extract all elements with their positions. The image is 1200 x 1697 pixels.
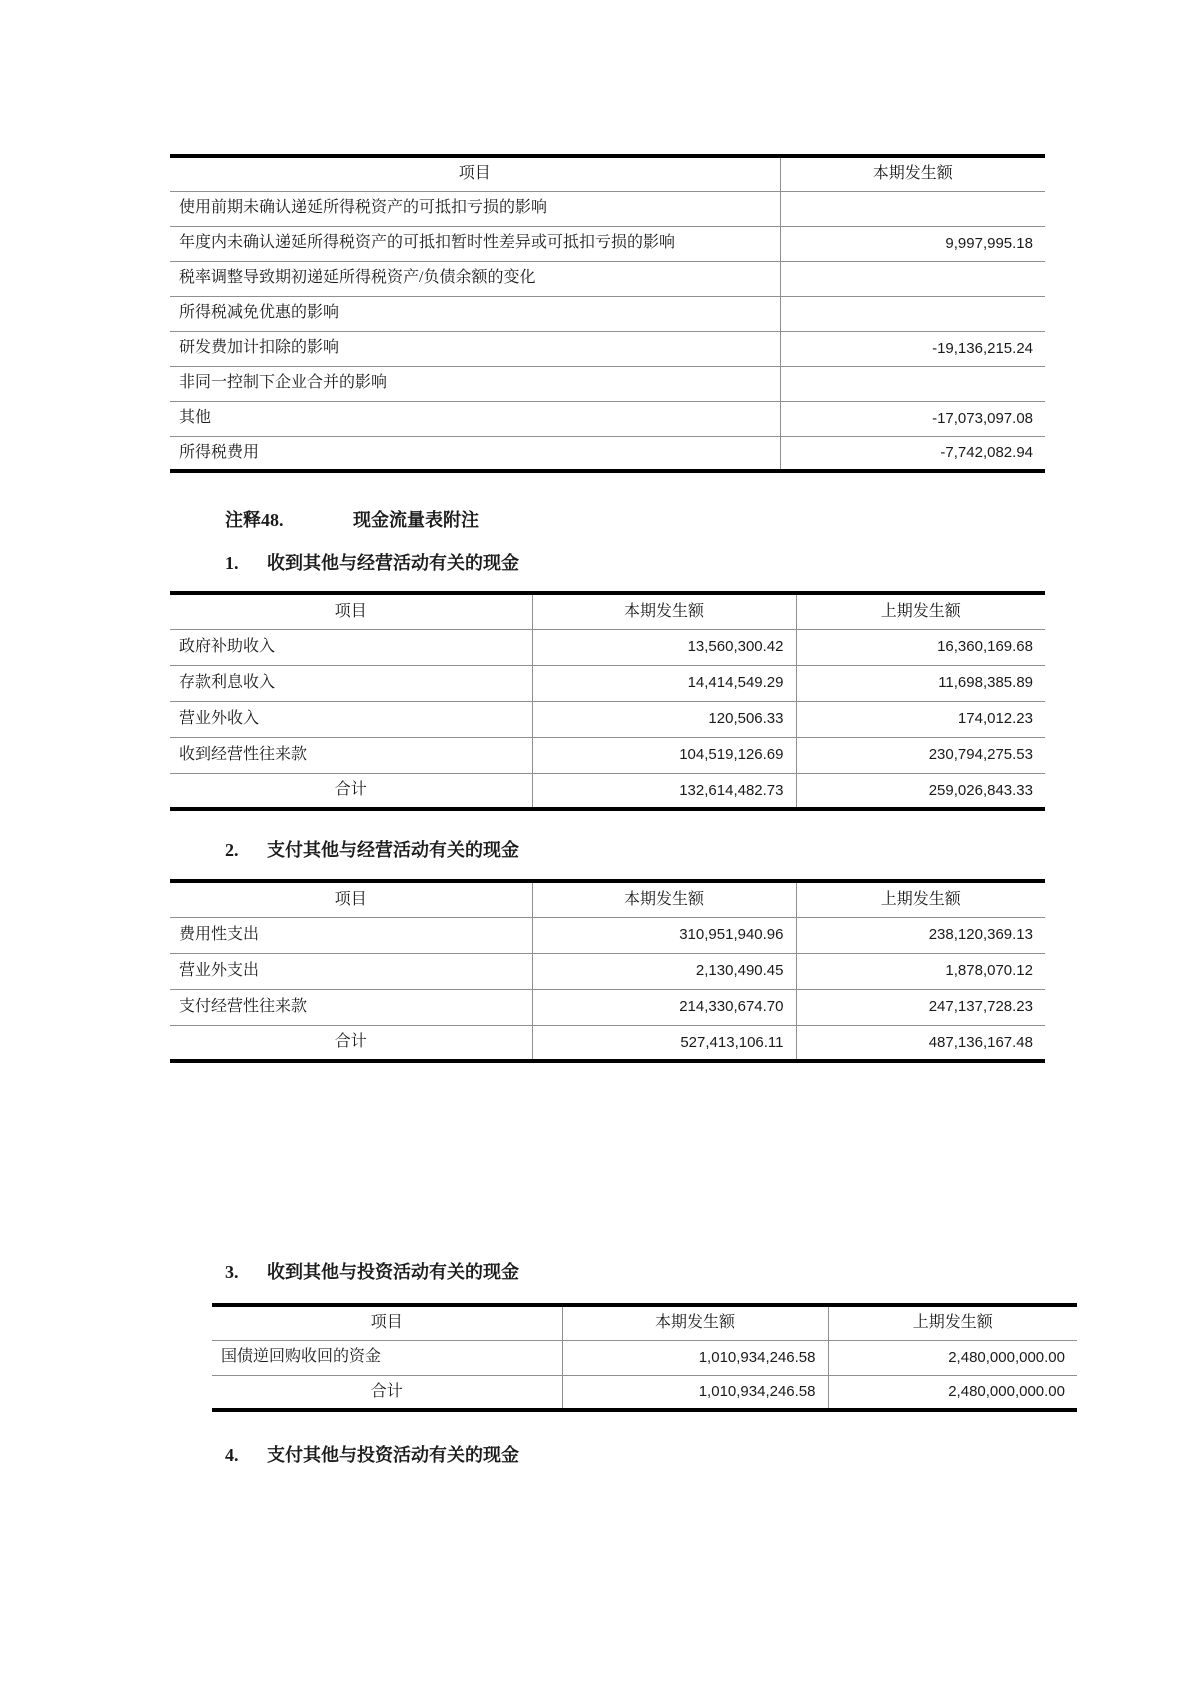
total-label-cell: 合计: [212, 1375, 562, 1410]
total-label-cell: 合计: [170, 773, 532, 809]
total-prior-amount-cell: 2,480,000,000.00: [828, 1375, 1077, 1410]
section-3-heading: [225, 1258, 519, 1286]
column-header-item: 项目: [212, 1305, 562, 1340]
table-row: [170, 737, 1045, 773]
column-header-prior-period: 上期发生额: [796, 881, 1045, 917]
section-2-heading: [225, 836, 519, 864]
table-row: [170, 401, 1045, 436]
table-total-row: [170, 773, 1045, 809]
table-header-row: [170, 156, 1045, 191]
item-cell: 非同一控制下企业合并的影响: [170, 366, 780, 401]
total-label-cell: 合计: [170, 1025, 532, 1061]
total-current-amount-cell: 527,413,106.11: [532, 1025, 796, 1061]
section-number: 1.: [225, 553, 239, 573]
current-amount-cell: 13,560,300.42: [532, 629, 796, 665]
section-number: 4.: [225, 1445, 239, 1465]
table-row: [170, 629, 1045, 665]
current-amount-cell: 214,330,674.70: [532, 989, 796, 1025]
prior-amount-cell: 238,120,369.13: [796, 917, 1045, 953]
current-amount-cell: [780, 296, 1045, 331]
current-amount-cell: 2,130,490.45: [532, 953, 796, 989]
table-header-row: [170, 593, 1045, 629]
item-cell: 营业外收入: [170, 701, 532, 737]
column-header-current-period: 本期发生额: [532, 593, 796, 629]
item-cell: 使用前期未确认递延所得税资产的可抵扣亏损的影响: [170, 191, 780, 226]
table-total-row: [212, 1375, 1077, 1410]
note-48-heading: [225, 506, 479, 534]
table-total-row: [170, 1025, 1045, 1061]
current-amount-cell: -7,742,082.94: [780, 436, 1045, 471]
table-row: [170, 261, 1045, 296]
section-4-heading: [225, 1441, 519, 1469]
current-amount-cell: 310,951,940.96: [532, 917, 796, 953]
column-header-current-period: 本期发生额: [780, 156, 1045, 191]
section-title: 支付其他与经营活动有关的现金: [267, 840, 519, 860]
section-title: 支付其他与投资活动有关的现金: [267, 1445, 519, 1465]
current-amount-cell: -19,136,215.24: [780, 331, 1045, 366]
table-header-row: [212, 1305, 1077, 1340]
current-amount-cell: [780, 261, 1045, 296]
note-title: 现金流量表附注: [353, 510, 479, 530]
table-row: [170, 296, 1045, 331]
total-prior-amount-cell: 487,136,167.48: [796, 1025, 1045, 1061]
column-header-prior-period: 上期发生额: [828, 1305, 1077, 1340]
column-header-item: 项目: [170, 881, 532, 917]
item-cell: 营业外支出: [170, 953, 532, 989]
total-current-amount-cell: 1,010,934,246.58: [562, 1375, 828, 1410]
section-number: 3.: [225, 1262, 239, 1282]
table-header-row: [170, 881, 1045, 917]
current-amount-cell: 120,506.33: [532, 701, 796, 737]
section-number: 2.: [225, 840, 239, 860]
prior-amount-cell: 174,012.23: [796, 701, 1045, 737]
current-amount-cell: [780, 191, 1045, 226]
item-cell: 存款利息收入: [170, 665, 532, 701]
table-row: [170, 191, 1045, 226]
current-amount-cell: 104,519,126.69: [532, 737, 796, 773]
table-row: [170, 366, 1045, 401]
total-current-amount-cell: 132,614,482.73: [532, 773, 796, 809]
section-1-heading: [225, 549, 519, 577]
item-cell: 政府补助收入: [170, 629, 532, 665]
section-title: 收到其他与经营活动有关的现金: [267, 553, 519, 573]
prior-amount-cell: 247,137,728.23: [796, 989, 1045, 1025]
item-cell: 研发费加计扣除的影响: [170, 331, 780, 366]
table-row: [170, 989, 1045, 1025]
current-amount-cell: -17,073,097.08: [780, 401, 1045, 436]
total-prior-amount-cell: 259,026,843.33: [796, 773, 1045, 809]
table-row: [170, 953, 1045, 989]
section-2-table: [170, 879, 1045, 1063]
current-amount-cell: [780, 366, 1045, 401]
prior-amount-cell: 16,360,169.68: [796, 629, 1045, 665]
table-row: [170, 917, 1045, 953]
item-cell: 收到经营性往来款: [170, 737, 532, 773]
section-title: 收到其他与投资活动有关的现金: [267, 1262, 519, 1282]
column-header-item: 项目: [170, 156, 780, 191]
item-cell: 年度内未确认递延所得税资产的可抵扣暂时性差异或可抵扣亏损的影响: [170, 226, 780, 261]
table-row: [170, 436, 1045, 471]
column-header-current-period: 本期发生额: [562, 1305, 828, 1340]
item-cell: 所得税费用: [170, 436, 780, 471]
note-number: 注释48.: [225, 510, 284, 530]
prior-amount-cell: 230,794,275.53: [796, 737, 1045, 773]
table-row: [170, 701, 1045, 737]
item-cell: 其他: [170, 401, 780, 436]
item-cell: 费用性支出: [170, 917, 532, 953]
table-row: [170, 665, 1045, 701]
section-3-table: [212, 1303, 1077, 1412]
item-cell: 支付经营性往来款: [170, 989, 532, 1025]
item-cell: 国债逆回购收回的资金: [212, 1340, 562, 1375]
prior-amount-cell: 1,878,070.12: [796, 953, 1045, 989]
column-header-prior-period: 上期发生额: [796, 593, 1045, 629]
current-amount-cell: 1,010,934,246.58: [562, 1340, 828, 1375]
current-amount-cell: 9,997,995.18: [780, 226, 1045, 261]
current-amount-cell: 14,414,549.29: [532, 665, 796, 701]
income-tax-effects-table: [170, 154, 1045, 473]
table-row: [170, 331, 1045, 366]
column-header-item: 项目: [170, 593, 532, 629]
section-1-table: [170, 591, 1045, 811]
prior-amount-cell: 2,480,000,000.00: [828, 1340, 1077, 1375]
item-cell: 税率调整导致期初递延所得税资产/负债余额的变化: [170, 261, 780, 296]
prior-amount-cell: 11,698,385.89: [796, 665, 1045, 701]
table-row: [212, 1340, 1077, 1375]
item-cell: 所得税减免优惠的影响: [170, 296, 780, 331]
table-row: [170, 226, 1045, 261]
column-header-current-period: 本期发生额: [532, 881, 796, 917]
